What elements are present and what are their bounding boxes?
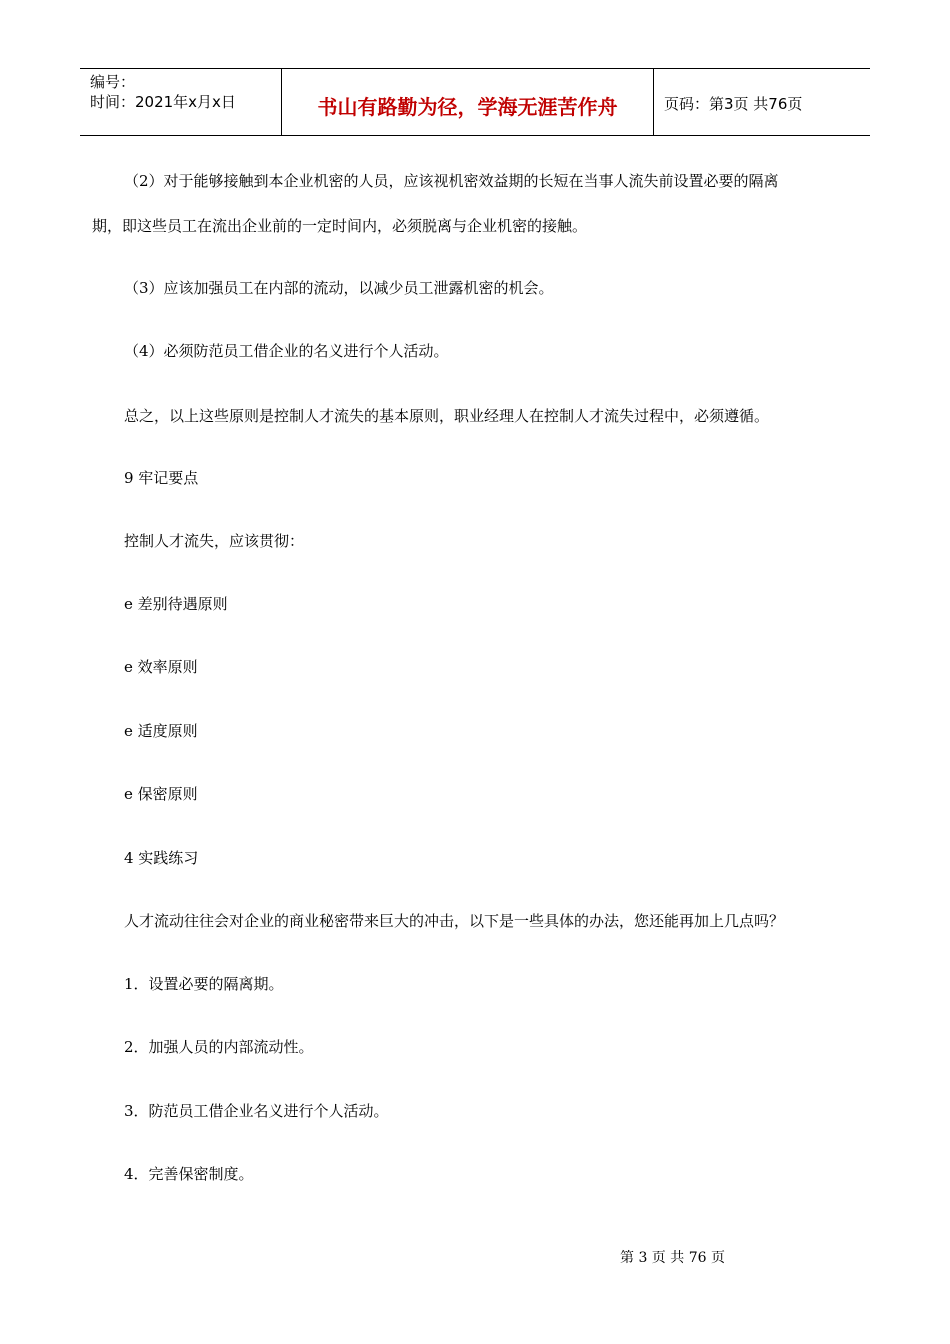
header-page-info: 页码：第3页 共76页 xyxy=(664,95,803,113)
list-item: 4．完善保密制度。 xyxy=(124,1165,254,1183)
bullet-item: e 适度原则 xyxy=(124,722,198,740)
paragraph-4: （4）必须防范员工借企业的名义进行个人活动。 xyxy=(124,342,449,360)
bullet-item: e 保密原则 xyxy=(124,785,198,803)
paragraph-3: （3）应该加强员工在内部的流动，以减少员工泄露机密的机会。 xyxy=(124,279,554,297)
paragraph-2-line-1: （2）对于能够接触到本企业机密的人员，应该视机密效益期的长短在当事人流失前设置必要的隔离 xyxy=(124,172,779,190)
header-left-cell xyxy=(80,69,282,135)
bullet-item: e 效率原则 xyxy=(124,658,198,676)
list-item: 1．设置必要的隔离期。 xyxy=(124,975,284,993)
section-heading-9: 9 牢记要点 xyxy=(124,469,199,487)
footer-page-number: 第 3 页 共 76 页 xyxy=(620,1250,725,1266)
header-motto-cell xyxy=(282,69,654,135)
document-date-label: 时间：2021年x月x日 xyxy=(90,93,236,111)
list-item: 2．加强人员的内部流动性。 xyxy=(124,1038,314,1056)
header-motto: 书山有路勤为径，学海无涯苦作舟 xyxy=(317,95,618,119)
paragraph-2-line-2: 期，即这些员工在流出企业前的一定时间内，必须脱离与企业机密的接触。 xyxy=(92,217,588,235)
practice-paragraph: 人才流动往往会对企业的商业秘密带来巨大的冲击，以下是一些具体的办法，您还能再加上几点吗？ xyxy=(124,912,785,930)
document-number-label: 编号： xyxy=(90,73,136,91)
list-item: 3．防范员工借企业名义进行个人活动。 xyxy=(124,1102,389,1120)
intro-paragraph: 控制人才流失，应该贯彻： xyxy=(124,532,305,550)
section-heading-4: 4 实践练习 xyxy=(124,849,199,867)
page-header xyxy=(80,68,870,136)
bullet-item: e 差别待遇原则 xyxy=(124,595,228,613)
summary-paragraph: 总之，以上这些原则是控制人才流失的基本原则，职业经理人在控制人才流失过程中，必须遵循。 xyxy=(124,407,770,425)
header-page-cell xyxy=(654,69,870,135)
